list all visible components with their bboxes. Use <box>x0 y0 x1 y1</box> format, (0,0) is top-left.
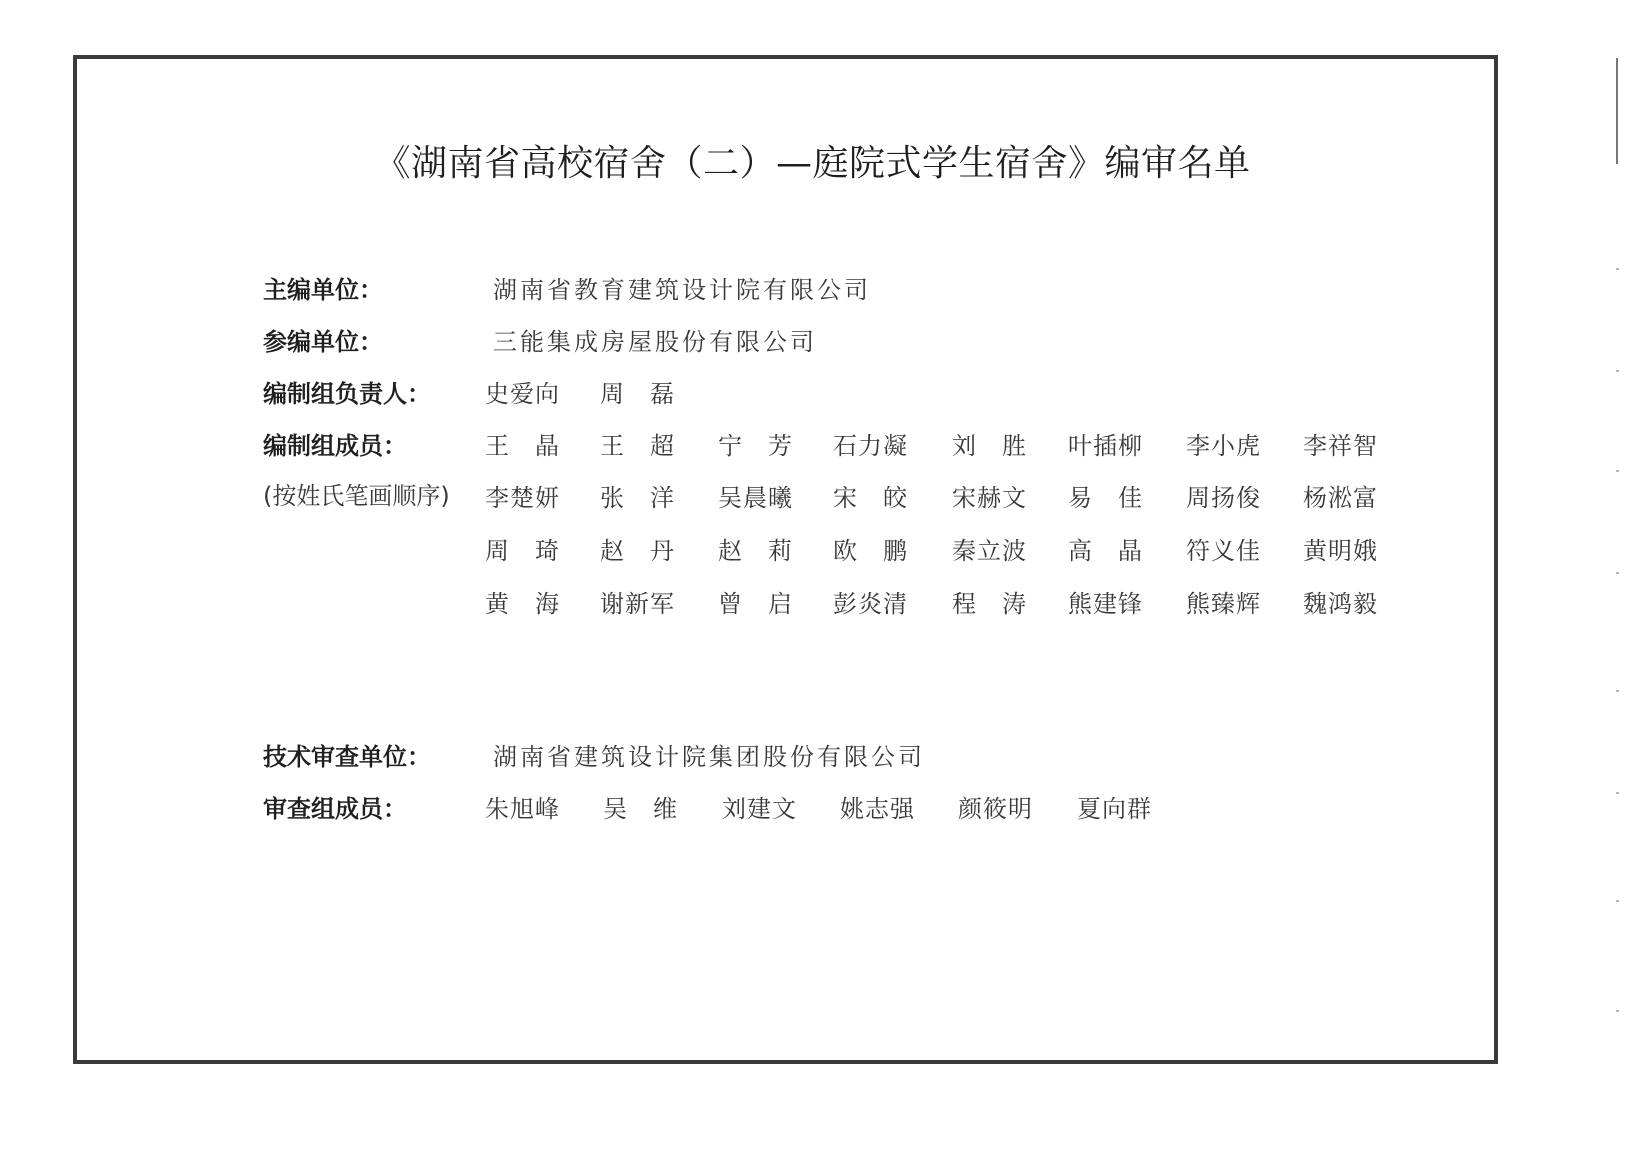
review-member-name: 朱旭峰 <box>485 795 560 823</box>
chief-unit-label: 主编单位： <box>263 276 383 304</box>
team-member-name: 周 琦 <box>485 537 560 565</box>
document-title: 《湖南省高校宿舍（二）—庭院式学生宿舍》编审名单 <box>374 143 1251 184</box>
team-leaders-row <box>0 378 1625 430</box>
participating-unit-label: 参编单位： <box>263 328 383 356</box>
team-member-name: 石力凝 <box>833 432 908 460</box>
team-member-name: 王 超 <box>600 432 675 460</box>
review-member-name: 颜筱明 <box>958 795 1033 823</box>
team-members-label: 编制组成员： <box>263 432 407 460</box>
scan-edge-tick <box>1616 370 1619 372</box>
scan-edge-tick <box>1616 470 1619 472</box>
team-member-name: 黄明娥 <box>1303 537 1378 565</box>
participating-unit-row <box>0 326 1625 378</box>
team-member-name: 李祥智 <box>1303 432 1378 460</box>
team-member-name: 魏鸿毅 <box>1303 590 1378 618</box>
team-member-name: 曾 启 <box>718 590 793 618</box>
team-member-name: 李小虎 <box>1186 432 1261 460</box>
team-leader-name: 史爱向 <box>485 380 560 408</box>
team-member-name: 赵 莉 <box>718 537 793 565</box>
scan-edge-tick <box>1616 900 1619 902</box>
team-member-name: 彭炎清 <box>833 590 908 618</box>
chief-unit-row <box>0 274 1625 326</box>
review-member-name: 刘建文 <box>722 795 797 823</box>
team-member-name: 熊臻辉 <box>1186 590 1261 618</box>
team-member-name: 宋 皎 <box>833 484 908 512</box>
review-member-name: 夏向群 <box>1077 795 1152 823</box>
chief-unit-value: 湖南省教育建筑设计院有限公司 <box>493 276 871 304</box>
team-member-name: 宋赫文 <box>952 484 1027 512</box>
team-member-name: 叶插柳 <box>1068 432 1143 460</box>
team-member-name: 赵 丹 <box>600 537 675 565</box>
team-member-name: 秦立波 <box>952 537 1027 565</box>
scan-edge-tick <box>1616 1010 1619 1012</box>
team-leader-name: 周 磊 <box>600 380 675 408</box>
team-member-name: 周扬俊 <box>1186 484 1261 512</box>
team-member-name: 谢新军 <box>600 590 675 618</box>
team-member-name: 程 涛 <box>952 590 1027 618</box>
scan-edge-tick <box>1616 268 1619 270</box>
review-member-name: 姚志强 <box>840 795 915 823</box>
participating-unit-value: 三能集成房屋股份有限公司 <box>493 328 817 356</box>
scan-edge-tick <box>1616 690 1619 692</box>
team-member-name: 熊建锋 <box>1068 590 1143 618</box>
team-member-name: 李楚妍 <box>485 484 560 512</box>
team-member-name: 黄 海 <box>485 590 560 618</box>
team-member-name: 杨淞富 <box>1303 484 1378 512</box>
team-member-name: 符义佳 <box>1186 537 1261 565</box>
team-member-name: 张 洋 <box>600 484 675 512</box>
team-member-name: 吴晨曦 <box>718 484 793 512</box>
team-member-name: 王 晶 <box>485 432 560 460</box>
team-member-name: 易 佳 <box>1068 484 1143 512</box>
review-members-row <box>0 793 1625 845</box>
team-member-name: 欧 鹏 <box>833 537 908 565</box>
team-members-order-note: (按姓氏笔画顺序) <box>263 482 450 510</box>
scan-edge-tick <box>1616 572 1619 574</box>
scan-edge-tick <box>1616 792 1619 794</box>
team-member-name: 宁 芳 <box>718 432 793 460</box>
review-unit-row <box>0 741 1625 793</box>
team-member-name: 刘 胜 <box>952 432 1027 460</box>
review-members-label: 审查组成员： <box>263 795 407 823</box>
team-leaders-label: 编制组负责人： <box>263 380 431 408</box>
review-unit-value: 湖南省建筑设计院集团股份有限公司 <box>493 743 925 771</box>
review-member-name: 吴 维 <box>603 795 678 823</box>
team-member-name: 高 晶 <box>1068 537 1143 565</box>
review-unit-label: 技术审查单位： <box>263 743 431 771</box>
